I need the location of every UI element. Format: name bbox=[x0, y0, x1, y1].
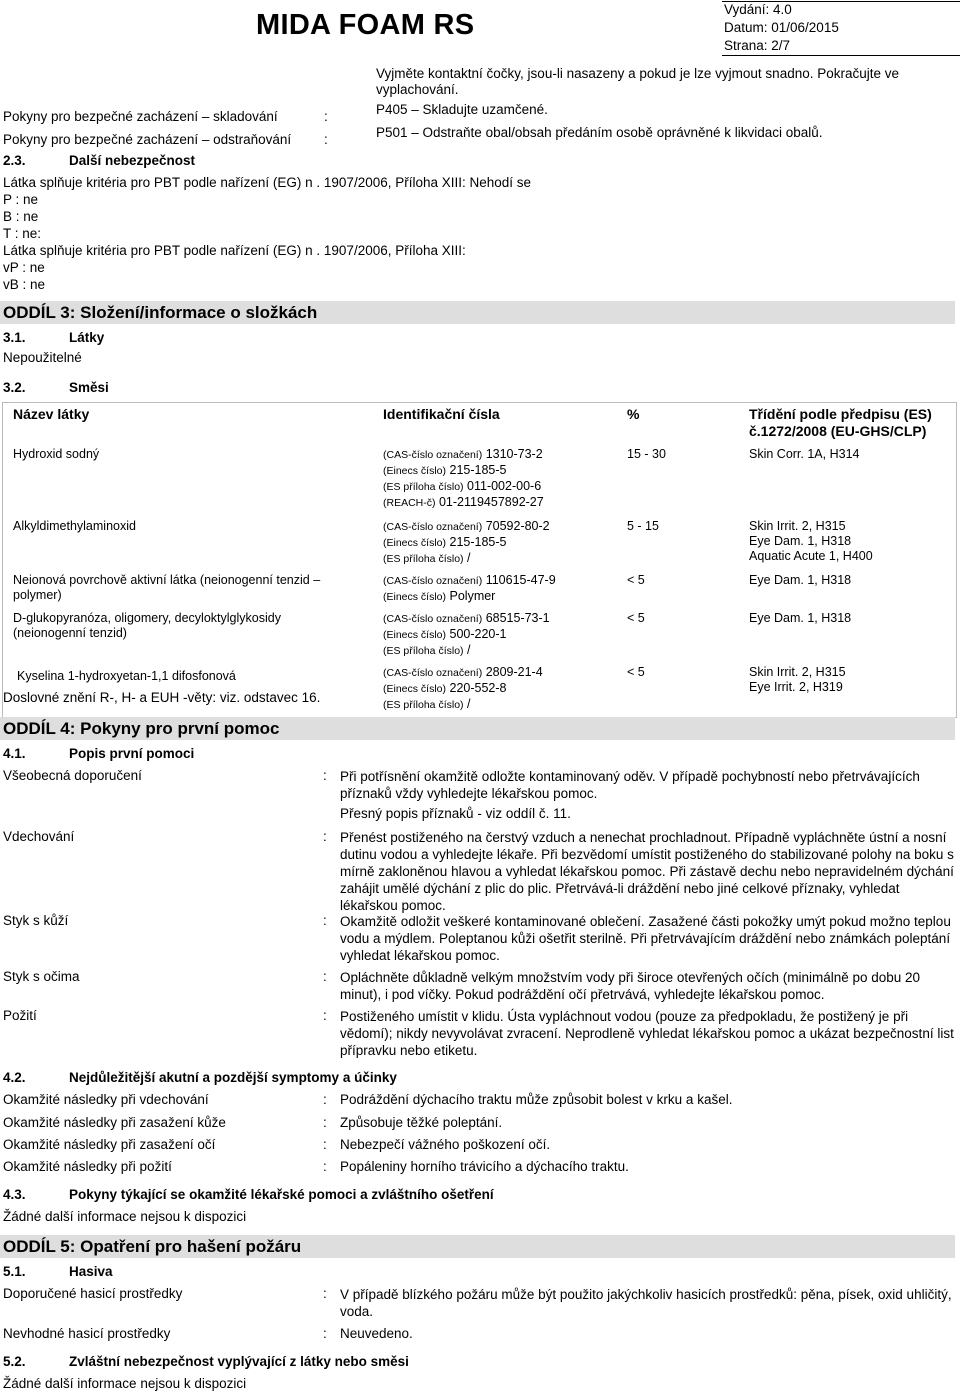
percentage: 15 - 30 bbox=[627, 447, 666, 461]
symptom-label: Okamžité následky při zasažení očí bbox=[3, 1137, 216, 1152]
table-row bbox=[3, 513, 957, 569]
substances-text: Nepoužitelné bbox=[3, 350, 82, 365]
subsection-title: Látky bbox=[69, 330, 105, 345]
subsection-3-1 bbox=[3, 330, 104, 345]
column-header: Název látky bbox=[13, 406, 90, 422]
identifiers: (CAS-číslo označení) 110615-47-9 (Einecs číslo) Polymer bbox=[383, 573, 556, 603]
pbt-line: vB : ne bbox=[3, 277, 46, 292]
subsection-number: 5.2. bbox=[3, 1354, 26, 1369]
column-header: Třídění podle předpisu (ES) č.1272/2008 (EU-GHS/CLP) bbox=[749, 406, 932, 439]
first-aid-label: Styk s kůží bbox=[3, 913, 69, 928]
classification: Skin Irrit. 2, H315 Eye Irrit. 2, H319 bbox=[749, 665, 846, 694]
colon: : bbox=[323, 829, 327, 844]
subsection-number: 3.1. bbox=[3, 330, 26, 345]
identifiers: (CAS-číslo označení) 70592-80-2 (Einecs číslo) 215-185-5 (ES příloha číslo) / bbox=[383, 519, 550, 565]
phrases-note: Doslovné znění R-, H- a EUH -věty: viz. odstavec 16. bbox=[3, 690, 321, 705]
substance-name: Alkyldimethylaminoxid bbox=[13, 519, 136, 533]
colon: : bbox=[323, 1286, 327, 1301]
header-rule-bottom bbox=[722, 55, 960, 56]
identifiers: (CAS-číslo označení) 1310-73-2 (Einecs číslo) 215-185-5 (ES příloha číslo) 011-002-00-6 (REACH-č) 01-2119457892-27 bbox=[383, 447, 544, 509]
column-header: Identifikační čísla bbox=[383, 406, 500, 422]
rinse-text-2: vyplachování. bbox=[376, 82, 459, 97]
subsection-number: 3.2. bbox=[3, 380, 26, 395]
no-info-text: Žádné další informace nejsou k dispozici bbox=[3, 1209, 247, 1224]
section-5-header: ODDÍL 5: Opatření pro hašení požáru bbox=[0, 1235, 955, 1258]
colon: : bbox=[323, 969, 327, 984]
percentage: < 5 bbox=[627, 611, 645, 625]
section-3-header: ODDÍL 3: Složení/informace o složkách bbox=[0, 301, 955, 324]
first-aid-label: Styk s očima bbox=[3, 969, 80, 984]
identifiers: (CAS-číslo označení) 68515-73-1 (Einecs číslo) 500-220-1 (ES příloha číslo) / bbox=[383, 611, 550, 657]
colon: : bbox=[324, 109, 328, 124]
version: Vydání: 4.0 bbox=[724, 2, 792, 17]
colon: : bbox=[323, 768, 327, 783]
symptom-value: Způsobuje těžké poleptání. bbox=[340, 1115, 503, 1130]
disposal-value: P501 – Odstraňte obal/obsah předáním osobě oprávněné k likvidaci obalů. bbox=[376, 125, 823, 140]
subsection-title: Popis první pomoci bbox=[69, 746, 195, 761]
rinse-text-1: Vyjměte kontaktní čočky, jsou-li nasazeny a pokud je lze vyjmout snadno. Pokračujte ve bbox=[376, 66, 900, 81]
symptom-label: Okamžité následky při vdechování bbox=[3, 1092, 209, 1107]
classification: Eye Dam. 1, H318 bbox=[749, 611, 852, 625]
classification: Skin Irrit. 2, H315 Eye Dam. 1, H318 Aquatic Acute 1, H400 bbox=[749, 519, 873, 563]
subsection-4-1 bbox=[3, 746, 194, 761]
page-number: Strana: 2/7 bbox=[724, 38, 791, 53]
subsection-number: 2.3. bbox=[3, 153, 26, 168]
subsection-title: Hasiva bbox=[69, 1264, 113, 1279]
subsection-2-3 bbox=[3, 153, 195, 168]
percentage: < 5 bbox=[627, 665, 645, 679]
subsection-number: 4.2. bbox=[3, 1070, 26, 1085]
classification: Eye Dam. 1, H318 bbox=[749, 573, 852, 587]
media-value: V případě blízkého požáru může být použito jakýchkoliv hasicích prostředků: pěna, písek, oxid uhličitý, voda. bbox=[340, 1287, 952, 1319]
symptom-value: Podráždění dýchacího traktu může způsobit bolest v krku a kašel. bbox=[340, 1092, 733, 1107]
colon: : bbox=[323, 1092, 327, 1107]
colon: : bbox=[323, 1115, 327, 1130]
date: Datum: 01/06/2015 bbox=[724, 20, 839, 35]
classification: Skin Corr. 1A, H314 bbox=[749, 447, 860, 461]
pbt-line: B : ne bbox=[3, 209, 39, 224]
subsection-4-3 bbox=[3, 1187, 494, 1202]
colon: : bbox=[323, 1159, 327, 1174]
percentage: < 5 bbox=[627, 573, 645, 587]
colon: : bbox=[323, 1008, 327, 1023]
storage-value: P405 – Skladujte uzamčené. bbox=[376, 102, 548, 117]
subsection-title: Pokyny týkající se okamžité lékařské pomoci a zvláštního ošetření bbox=[69, 1187, 494, 1202]
subsection-number: 5.1. bbox=[3, 1264, 26, 1279]
percentage: 5 - 15 bbox=[627, 519, 659, 533]
disposal-label: Pokyny pro bezpečné zacházení – odstraňování bbox=[3, 132, 292, 147]
table-header-row bbox=[3, 403, 957, 444]
product-title: MIDA FOAM RS bbox=[256, 9, 475, 41]
subsection-title: Zvláštní nebezpečnost vyplývající z látky nebo směsi bbox=[69, 1354, 409, 1369]
subsection-number: 4.3. bbox=[3, 1187, 26, 1202]
pbt-line: Látka splňuje kritéria pro PBT podle nařízení (EG) n . 1907/2006, Příloha XIII: Nehodí se bbox=[3, 175, 532, 190]
table-row bbox=[3, 607, 957, 661]
section-4-header: ODDÍL 4: Pokyny pro první pomoc bbox=[0, 717, 955, 740]
header-rule bbox=[722, 1, 960, 2]
first-aid-label: Požití bbox=[3, 1008, 37, 1023]
identifiers: (CAS-číslo označení) 2809-21-4 (Einecs číslo) 220-552-8 (ES příloha číslo) / bbox=[383, 665, 543, 711]
pbt-line: Látka splňuje kritéria pro PBT podle nařízení (EG) n . 1907/2006, Příloha XIII: bbox=[3, 243, 466, 258]
pbt-line: P : ne bbox=[3, 192, 39, 207]
pbt-line: vP : ne bbox=[3, 260, 45, 275]
first-aid-label: Vdechování bbox=[3, 829, 75, 844]
column-header: % bbox=[627, 406, 640, 422]
colon: : bbox=[323, 1326, 327, 1341]
no-info-text: Žádné další informace nejsou k dispozici bbox=[3, 1376, 247, 1391]
subsection-3-2 bbox=[3, 380, 109, 395]
subsection-5-1 bbox=[3, 1264, 113, 1279]
storage-label: Pokyny pro bezpečné zacházení – skladování bbox=[3, 109, 278, 124]
symptom-label: Okamžité následky při zasažení kůže bbox=[3, 1115, 226, 1130]
substance-name: Kyselina 1-hydroxyetan-1,1 difosfonová bbox=[17, 669, 236, 683]
subsection-title: Nejdůležitější akutní a pozdější symptomy a účinky bbox=[69, 1070, 397, 1085]
substance-name: Neionová povrchově aktivní látka (neionogenní tenzid – polymer) bbox=[13, 573, 321, 602]
media-value: Neuvedeno. bbox=[340, 1326, 413, 1341]
first-aid-value: Při potřísnění okamžitě odložte kontaminovaný oděv. V případě pochybností nebo přetrvávajících příznaků vždy vyhledejte lékařskou pomoc. Přesný popis příznaků - viz oddíl č. 11. bbox=[340, 769, 920, 821]
subsection-4-2 bbox=[3, 1070, 397, 1085]
subsection-number: 4.1. bbox=[3, 746, 26, 761]
first-aid-value: Okamžitě odložit veškeré kontaminované oblečení. Zasažené části pokožky umýt pokud možno teplou vodu a mýdlem. Poleptanou kůži ošetřit sterilně. Při přetrvávajícím dráždění nebo známkách poleptání vyhledat lékařskou pomoc. bbox=[340, 914, 951, 963]
table-row bbox=[3, 569, 957, 607]
first-aid-label: Všeobecná doporučení bbox=[3, 768, 142, 783]
substance-name: Hydroxid sodný bbox=[13, 447, 100, 461]
media-label: Doporučené hasicí prostředky bbox=[3, 1286, 183, 1301]
symptom-label: Okamžité následky při požití bbox=[3, 1159, 172, 1174]
colon: : bbox=[323, 913, 327, 928]
symptom-value: Nebezpečí vážného poškození očí. bbox=[340, 1137, 551, 1152]
subsection-title: Směsi bbox=[69, 380, 109, 395]
substance-name: D-glukopyranóza, oligomery, decyloktylglykosidy (neionogenní tenzid) bbox=[13, 611, 281, 640]
subsection-title: Další nebezpečnost bbox=[69, 153, 196, 168]
colon: : bbox=[323, 1137, 327, 1152]
media-label: Nevhodné hasicí prostředky bbox=[3, 1326, 171, 1341]
colon: : bbox=[324, 132, 328, 147]
first-aid-value: Postiženého umístit v klidu. Ústa vypláchnout vodou (pouze za předpokladu, že postižený je při vědomí); nikdy nevyvolávat zvracení. Neprodleně vyhledat lékařskou pomoc a ukázat bezpečnostní list přípravku nebo etiketu. bbox=[340, 1009, 954, 1058]
first-aid-value: Opláchněte důkladně velkým množstvím vody při široce otevřených očích (minimálně po dobu 20 minut), i pod víčky. Pokud podráždění očí přetrvává, vyhledejte lékařskou pomoc. bbox=[340, 970, 921, 1002]
subsection-5-2 bbox=[3, 1354, 409, 1369]
pbt-line: T : ne: bbox=[3, 226, 42, 241]
composition-table bbox=[2, 402, 957, 718]
table-row bbox=[3, 443, 957, 513]
symptom-value: Popáleniny horního trávicího a dýchacího traktu. bbox=[340, 1159, 629, 1174]
first-aid-value: Přenést postiženého na čerstvý vzduch a nenechat prochladnout. Případně vypláchněte ústní a nosní dutinu vodou a vyhledejte lékaře. Při bezvědomí umístit postiženého do stabilizované polohy na boku s mírně zakloněnou hlavou a vyhledat lékařskou pomoc. Při zástavě dechu nebo nepravidelném dýchání zahájit umělé dýchání z plic do plic. Přetrvává-li dráždění nebo jiné celkové příznaky, vyhledat lékařskou pomoc. bbox=[340, 830, 954, 913]
